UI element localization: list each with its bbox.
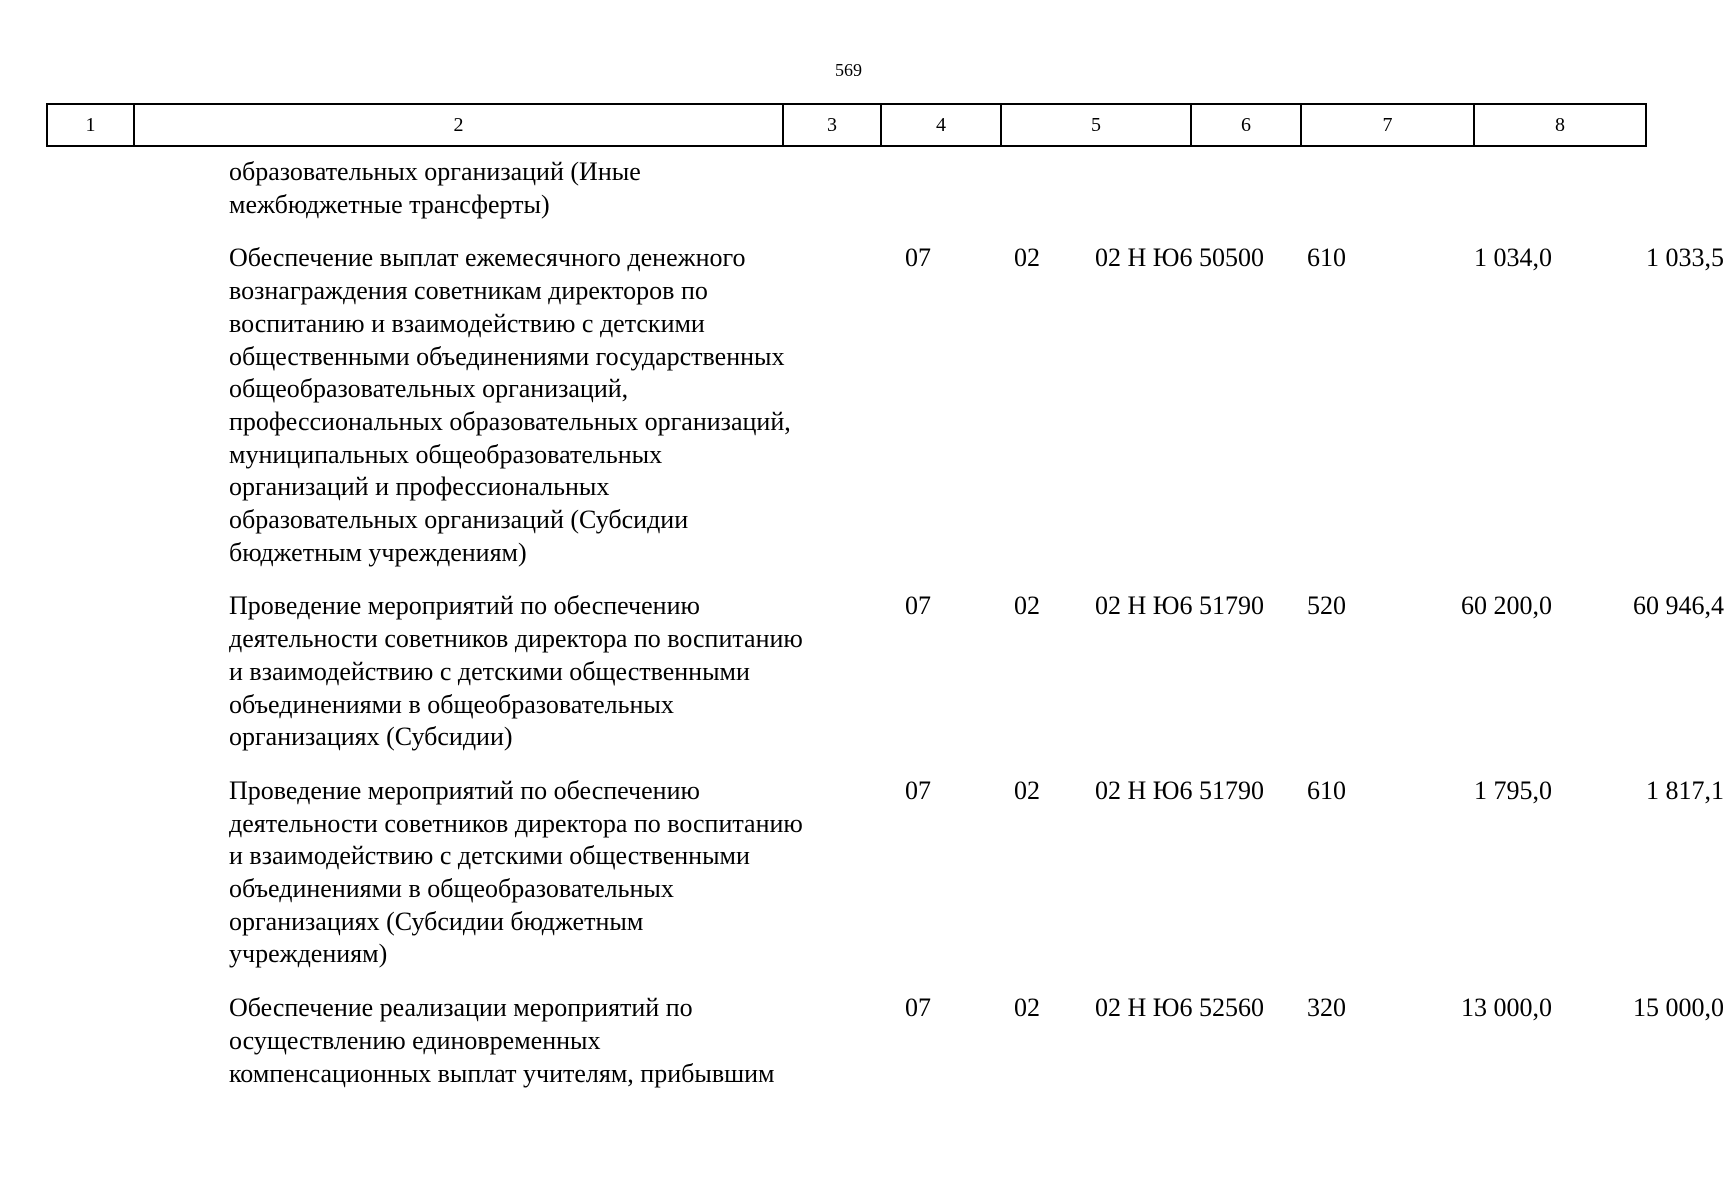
table-body — [46, 156, 1724, 1111]
description-line: Обеспечение выплат ежемесячного денежного — [229, 243, 746, 273]
expense-type-cell: 610 — [1307, 775, 1346, 805]
description-line: организациях (Субсидии) — [229, 722, 513, 752]
page-number: 569 — [835, 60, 862, 80]
amount-col8-cell: 60 946,4 — [1633, 591, 1724, 621]
description-line: воспитанию и взаимодействию с детскими — [229, 308, 705, 338]
subsection-code-cell: 02 — [1014, 993, 1040, 1023]
column-header-1: 1 — [47, 104, 134, 146]
description-line: компенсационных выплат учителям, прибывшим — [229, 1058, 775, 1088]
column-header-6: 6 — [1191, 104, 1301, 146]
target-article-cell: 02 Н Ю6 51790 — [1095, 775, 1264, 805]
description-line: вознаграждения советникам директоров по — [229, 276, 708, 306]
section-code-cell: 07 — [905, 243, 931, 273]
expense-type-cell: 610 — [1307, 243, 1346, 273]
column-header-4: 4 — [881, 104, 1001, 146]
column-header-row — [47, 104, 1646, 146]
description-line: образовательных организаций (Субсидии — [229, 505, 689, 535]
description-line: бюджетным учреждениям) — [229, 537, 527, 567]
subsection-code-cell: 02 — [1014, 243, 1040, 273]
expense-type-cell: 520 — [1307, 591, 1346, 621]
description-line: межбюджетные трансферты) — [229, 189, 550, 219]
description-line: образовательных организаций (Иные — [229, 157, 641, 186]
table-row — [46, 590, 1724, 754]
amount-col7-cell: 13 000,0 — [1461, 993, 1552, 1023]
table-row — [46, 156, 1644, 221]
description-line: Проведение мероприятий по обеспечению — [229, 591, 700, 621]
expense-type-cell: 320 — [1307, 993, 1346, 1023]
description-line: деятельности советников директора по воспитанию — [229, 624, 803, 654]
description-line: муниципальных общеобразовательных — [229, 439, 663, 469]
amount-col7-cell: 1 034,0 — [1474, 243, 1552, 273]
section-code-cell: 07 — [905, 591, 931, 621]
amount-col8-cell: 1 033,5 — [1646, 243, 1724, 273]
amount-col7-cell: 1 795,0 — [1474, 775, 1552, 805]
column-header-table — [46, 103, 1647, 147]
column-header-7: 7 — [1301, 104, 1474, 146]
column-header-8: 8 — [1474, 104, 1646, 146]
target-article-cell: 02 Н Ю6 52560 — [1095, 993, 1264, 1023]
description-line: общественными объединениями государственных — [229, 341, 785, 371]
amount-col8-cell: 1 817,1 — [1646, 775, 1724, 805]
table-row — [46, 992, 1724, 1090]
description-cell — [133, 242, 869, 569]
target-article-cell: 02 Н Ю6 51790 — [1095, 591, 1264, 621]
target-article-cell: 02 Н Ю6 50500 — [1095, 243, 1264, 273]
column-header-3: 3 — [783, 104, 881, 146]
description-cell — [133, 775, 869, 971]
description-line: Обеспечение реализации мероприятий по — [229, 993, 693, 1023]
description-line: общеобразовательных организаций, — [229, 374, 629, 404]
table-row — [46, 775, 1724, 971]
description-cell — [133, 992, 869, 1090]
description-line: и взаимодействию с детскими общественными — [229, 841, 750, 871]
description-line: организаций и профессиональных — [229, 472, 610, 502]
description-cell — [133, 590, 869, 754]
description-line: и взаимодействию с детскими общественными — [229, 656, 750, 686]
description-line: осуществлению единовременных — [229, 1025, 601, 1055]
description-line: организациях (Субсидии бюджетным — [229, 906, 644, 936]
description-line: учреждениям) — [229, 939, 388, 969]
description-line: Проведение мероприятий по обеспечению — [229, 775, 700, 805]
description-line: деятельности советников директора по воспитанию — [229, 808, 803, 838]
subsection-code-cell: 02 — [1014, 591, 1040, 621]
column-header-5: 5 — [1001, 104, 1191, 146]
section-code-cell: 07 — [905, 775, 931, 805]
column-header-2: 2 — [134, 104, 783, 146]
description-line: объединениями в общеобразовательных — [229, 689, 674, 719]
description-cell — [133, 156, 869, 221]
amount-col7-cell: 60 200,0 — [1461, 591, 1552, 621]
description-line: объединениями в общеобразовательных — [229, 874, 674, 904]
section-code-cell: 07 — [905, 993, 931, 1023]
description-line: профессиональных образовательных организаций, — [229, 406, 791, 436]
table-row — [46, 242, 1724, 569]
subsection-code-cell: 02 — [1014, 775, 1040, 805]
amount-col8-cell: 15 000,0 — [1633, 993, 1724, 1023]
